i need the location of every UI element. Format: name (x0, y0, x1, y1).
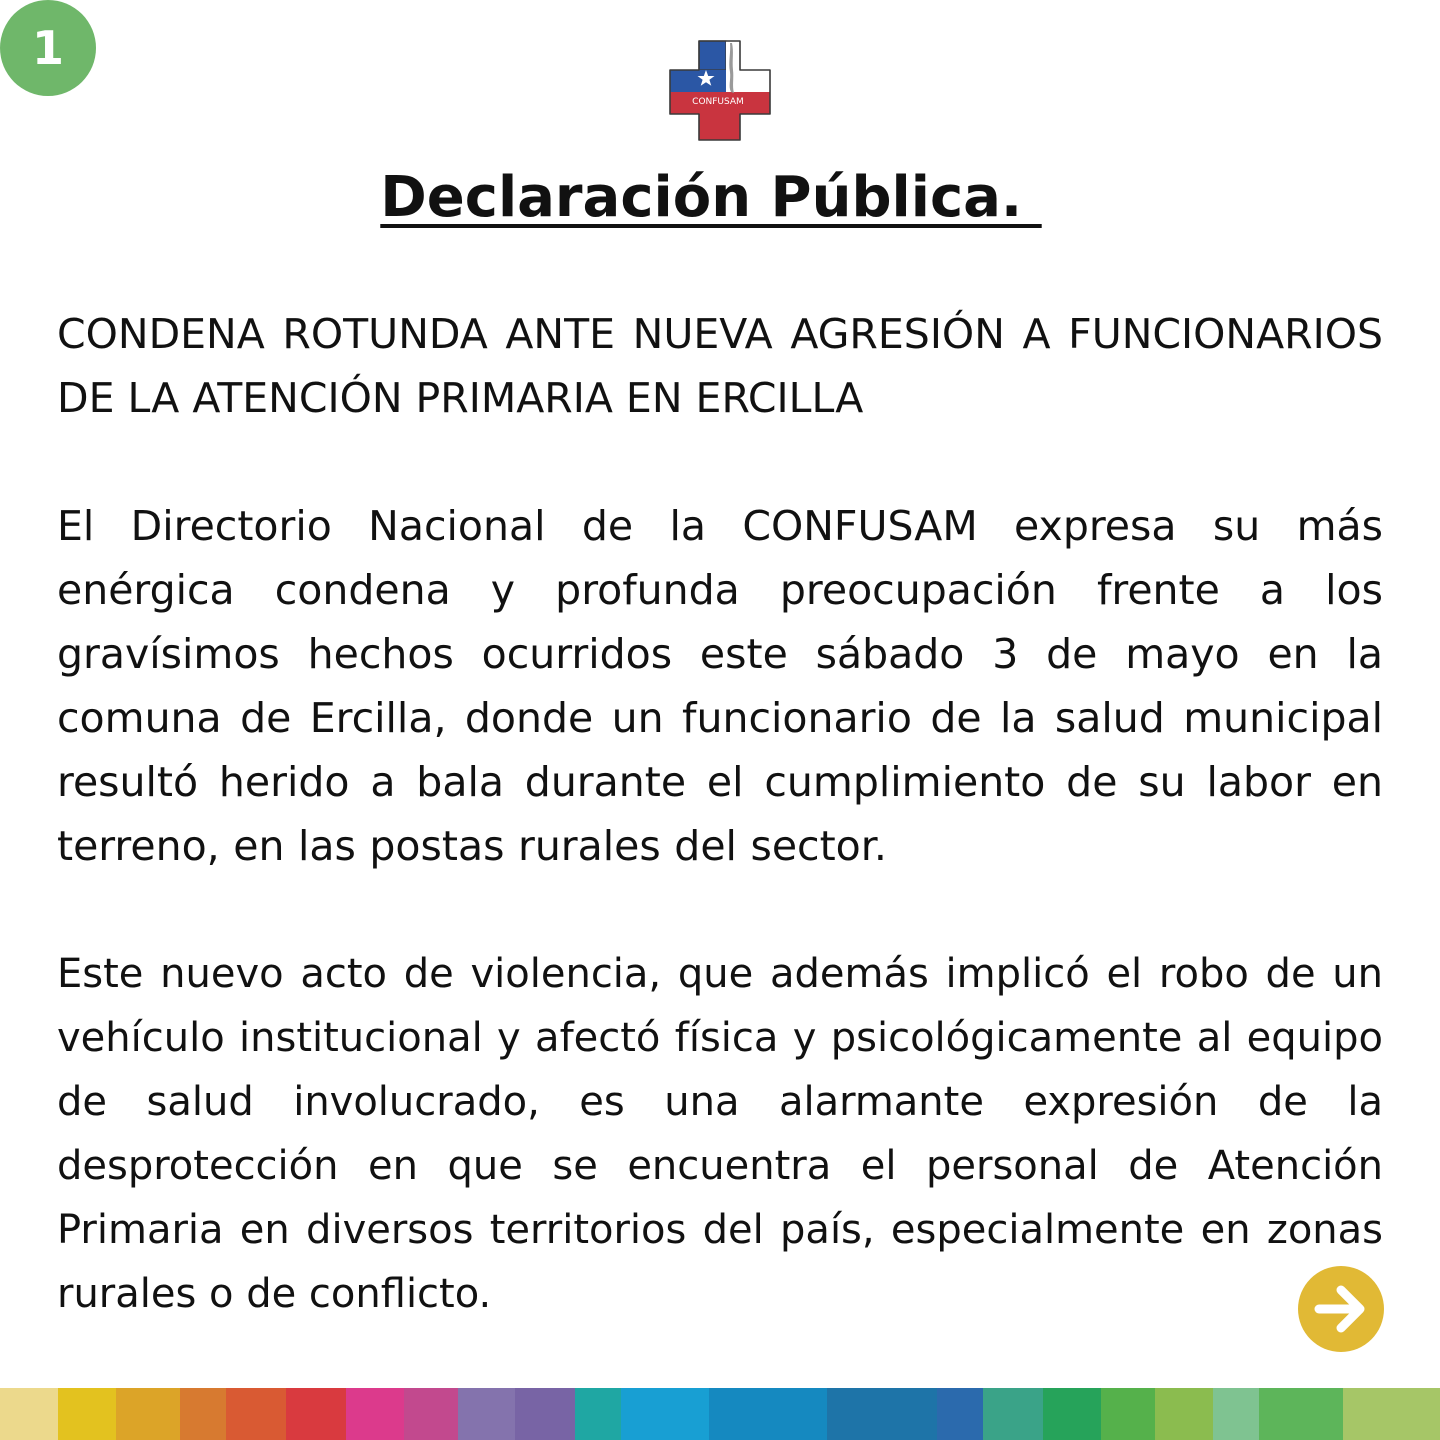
next-page-button[interactable] (1298, 1266, 1384, 1352)
page-title (0, 160, 1422, 236)
arrow-right-icon (1313, 1284, 1369, 1334)
body-paragraph-2: Este nuevo acto de violencia, que además implicó el robo de un vehículo institucional y afectó física y psicológicamente al equipo de salud involucrado, es una alarmante expresión de la desprotección en que se encuentra el personal de Atención Primaria en diversos territorios del país, especialmente en zonas rurales o de conflicto. (57, 951, 1383, 1317)
color-strip-segment (1213, 1388, 1259, 1440)
color-strip (0, 1388, 1440, 1440)
color-strip-segment (286, 1388, 346, 1440)
page-title-text: Declaración Pública. (380, 165, 1042, 230)
color-strip-segment (709, 1388, 827, 1440)
page-number-badge: 1 (0, 0, 96, 96)
color-strip-segment (937, 1388, 983, 1440)
color-strip-segment (180, 1388, 226, 1440)
color-strip-segment (1343, 1388, 1440, 1440)
color-strip-segment (346, 1388, 404, 1440)
color-strip-segment (226, 1388, 286, 1440)
color-strip-segment (1043, 1388, 1101, 1440)
color-strip-segment (827, 1388, 937, 1440)
color-strip-segment (515, 1388, 575, 1440)
color-strip-segment (116, 1388, 180, 1440)
body-paragraph-1: El Directorio Nacional de la CONFUSAM expresa su más enérgica condena y profunda preocupación frente a los gravísimos hechos ocurridos este sábado 3 de mayo en la comuna de Ercilla, donde un funcionario de la salud municipal resultó herido a bala durante el cumplimiento de su labor en terreno, en las postas rurales del sector. (57, 502, 1383, 870)
logo-label: CONFUSAM (692, 97, 744, 107)
color-strip-segment (458, 1388, 515, 1440)
color-strip-segment (1101, 1388, 1155, 1440)
color-strip-segment (1259, 1388, 1343, 1440)
color-strip-segment (404, 1388, 458, 1440)
color-strip-segment (983, 1388, 1043, 1440)
color-strip-segment (575, 1388, 621, 1440)
color-strip-segment (1155, 1388, 1213, 1440)
confusam-logo (668, 40, 772, 142)
color-strip-segment (621, 1388, 709, 1440)
headline: CONDENA ROTUNDA ANTE NUEVA AGRESIÓN A FUNCIONARIOS DE LA ATENCIÓN PRIMARIA EN ERCILLA (57, 310, 1383, 422)
color-strip-segment (58, 1388, 116, 1440)
color-strip-segment (0, 1388, 58, 1440)
